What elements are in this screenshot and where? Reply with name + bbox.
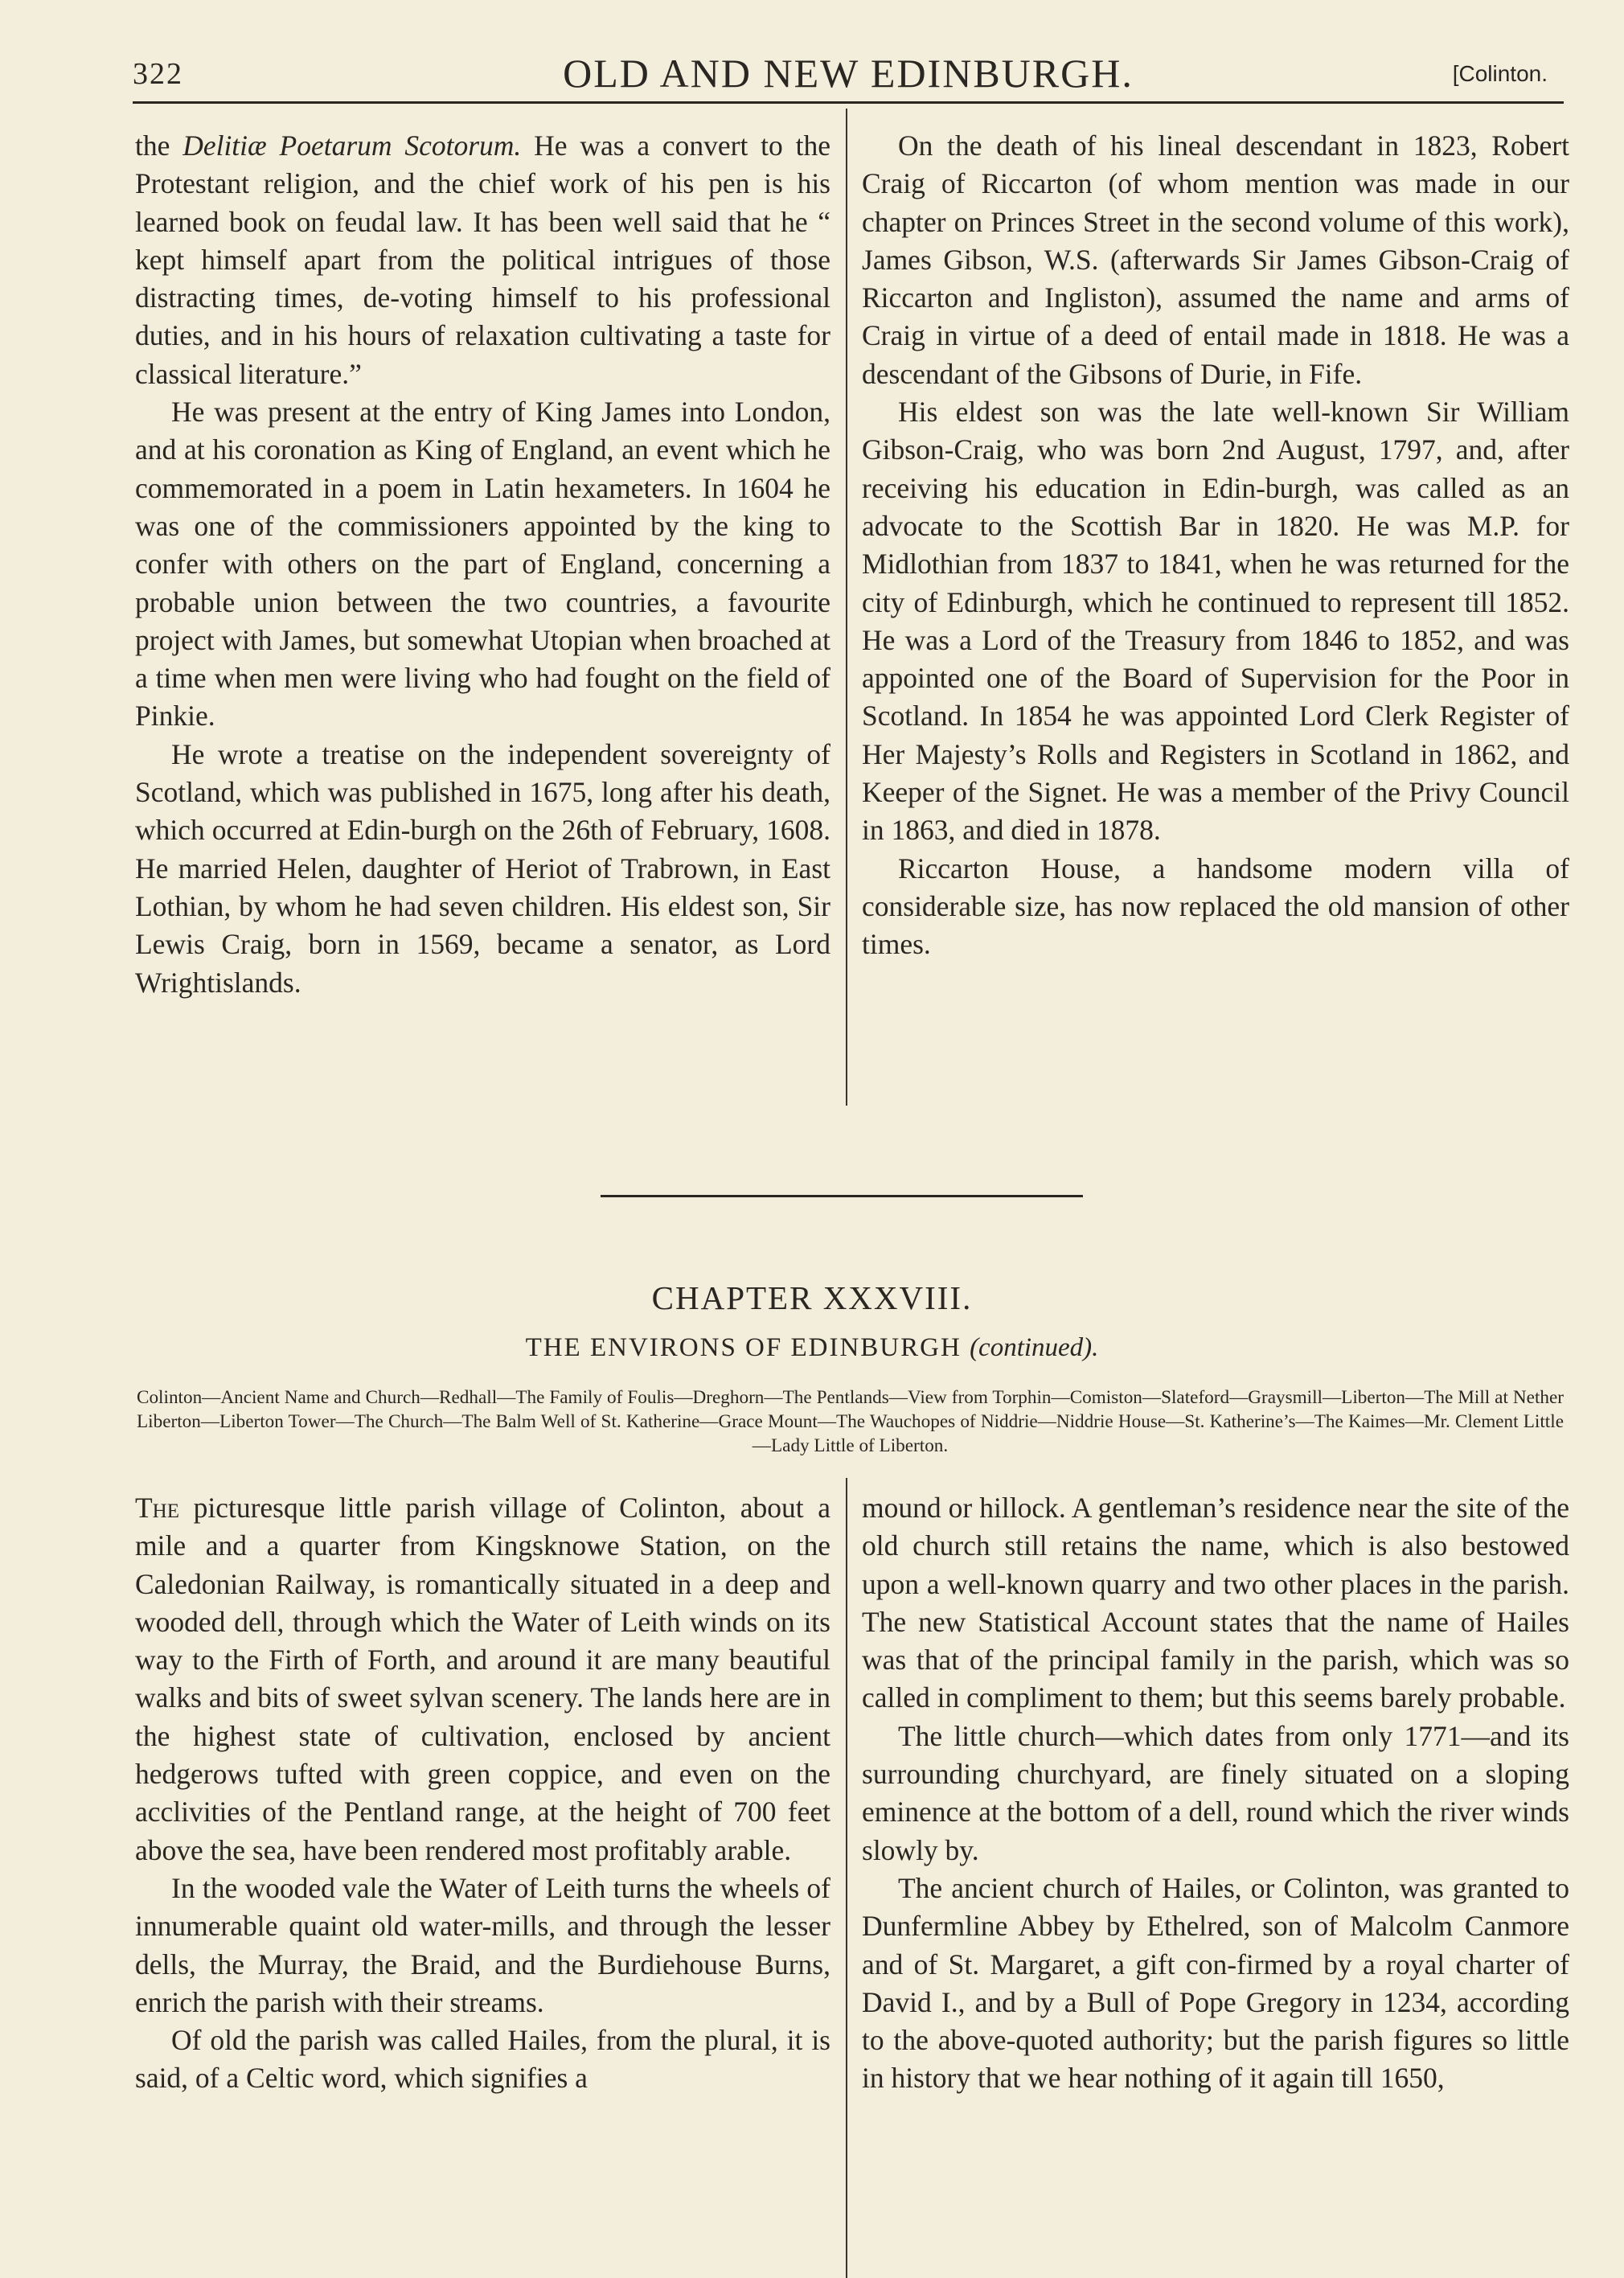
column-divider xyxy=(846,109,847,1106)
paragraph: The ancient church of Hailes, or Colinton, was granted to Dunfermline Abbey by Ethelred, son of Malcolm Canmore and of St. Margaret, a gift con-firmed by a royal charter of David I., and by a Bull of Pope Gregory in 1234, according to the above-quoted authority; but the parish figures so little in history that we hear nothing of it again till 1650, xyxy=(862,1871,1569,2095)
paragraph-lead: the xyxy=(135,129,183,162)
top-left-column xyxy=(135,127,830,1002)
chapter-subtitle xyxy=(0,1333,1624,1363)
header-rule xyxy=(133,101,1564,104)
chapter-summary: Colinton—Ancient Name and Church—Redhall—The Family of Foulis—Dreghorn—The Pentlands—View from Torphin—Comiston—Slateford—Graysmill—Liberton—The Mill at Nether Liberton—Liberton Tower—The Church—The Balm Well of St. Katherine—Grace Mount—The Wauchopes of Niddrie—Niddrie House—St. Katherine’s—The Kaimes—Mr. Clement Little—Lady Little of Liberton. xyxy=(137,1387,1564,1456)
paragraph: On the death of his lineal descendant in 1823, Robert Craig of Riccarton (of whom mention was made in our chapter on Princes Street in the second volume of this work), James Gibson, W.S. (afterwards Sir James Gibson-Craig of Riccarton and Ingliston), assumed the name and arms of Craig in virtue of a deed of entail made in 1818. He was a descendant of the Gibsons of Durie, in Fife. xyxy=(862,129,1569,390)
paragraph: The little church—which dates from only 1771—and its surrounding churchyard, are finely situated on a sloping eminence at the bottom of a dell, round which the river winds slowly by. xyxy=(862,1719,1569,1866)
running-title: OLD AND NEW EDINBURGH. xyxy=(563,51,1134,96)
paragraph: Riccarton House, a handsome modern villa of considerable size, has now replaced the old mansion of other times. xyxy=(862,852,1569,961)
section-rule xyxy=(601,1195,1083,1197)
page-header xyxy=(133,50,1564,98)
paragraph xyxy=(135,127,830,393)
paragraph: In the wooded vale the Water of Leith turns the wheels of innumerable quaint old water-mills, and through the lesser dells, the Murray, the Braid, and the Burdiehouse Burns, enrich the parish with their streams. xyxy=(135,1871,830,2018)
chapter-subtitle-text: THE ENVIRONS OF EDINBURGH xyxy=(525,1333,970,1362)
book-title: Delitiæ Poetarum Scotorum. xyxy=(182,129,522,162)
chapter-title: CHAPTER XXXVIII. xyxy=(651,1279,973,1316)
column-divider xyxy=(846,1478,847,2278)
paragraph: He was present at the entry of King James into London, and at his coronation as King of England, an event which he commemorated in a poem in Latin hexameters. In 1604 he was one of the commissioners appointed by the king to confer with others on the part of England, concerning a probable union between the two countries, a favourite project with James, but somewhat Utopian when broached at a time when men were living who had fought on the field of Pinkie. xyxy=(135,396,830,733)
paragraph: He wrote a treatise on the independent sovereignty of Scotland, which was published in 1675, long after his death, which occurred at Edin-burgh on the 26th of February, 1608. He married Helen, daughter of Heriot of Trabrown, in East Lothian, by whom he had seven children. His eldest son, Sir Lewis Craig, born in 1569, became a senator, as Lord Wrightislands. xyxy=(135,737,830,999)
paragraph: His eldest son was the late well-known Sir William Gibson-Craig, who was born 2nd August, 1797, and, after receiving his education in Edin-burgh, was called as an advocate to the Scottish Bar in 1820. He was M.P. for Midlothian from 1837 to 1841, when he was returned for the city of Edinburgh, which he continued to represent till 1852. He was a Lord of the Treasury from 1846 to 1852, and was appointed one of the Board of Supervision for the Poor in Scotland. In 1854 he was appointed Lord Clerk Register of Her Majesty’s Rolls and Registers in Scotland in 1862, and Keeper of the Signet. He was a member of the Privy Council in 1863, and died in 1878. xyxy=(862,396,1569,847)
paragraph-text: picturesque little parish village of Colinton, about a mile and a quarter from Kingsknowe Station, on the Caledonian Railway, is romantically situated in a deep and wooded dell, through which the Water of Leith winds on its way to the Firth of Forth, and around it are many beautiful walks and bits of sweet sylvan scenery. The lands here are in the highest state of cultivation, enclosed by ancient hedgerows tufted with green coppice, and even on the acclivities of the Pentland range, at the height of 700 feet above the sea, have been rendered most profitably arable. xyxy=(135,1492,830,1866)
top-right-column xyxy=(862,127,1569,964)
paragraph xyxy=(135,1489,830,1870)
page-number: 322 xyxy=(133,57,183,91)
paragraph: Of old the parish was called Hailes, from the plural, it is said, of a Celtic word, which signifies a xyxy=(135,2024,830,2095)
section-tag: [Colinton. xyxy=(1452,61,1548,86)
paragraph: mound or hillock. A gentleman’s residence near the site of the old church still retains the name, which is also bestowed upon a well-known quarry and two other places in the parish. The new Statistical Account states that the name of Hailes was that of the principal family in the parish, which was so called in compliment to them; but this seems barely probable. xyxy=(862,1492,1569,1714)
bottom-right-column xyxy=(862,1489,1569,2098)
drop-word: The xyxy=(135,1492,180,1524)
chapter-subtitle-continued: (continued). xyxy=(970,1333,1099,1362)
paragraph-text: He was a convert to the Protestant religion, and the chief work of his pen is his learned book on feudal law. It has been well said that he “ kept himself apart from the political intrigues of those distracting times, de-voting himself to his professional duties, and in his hours of relaxation cultivating a taste for classical literature.” xyxy=(135,129,830,390)
bottom-left-column xyxy=(135,1489,830,2098)
